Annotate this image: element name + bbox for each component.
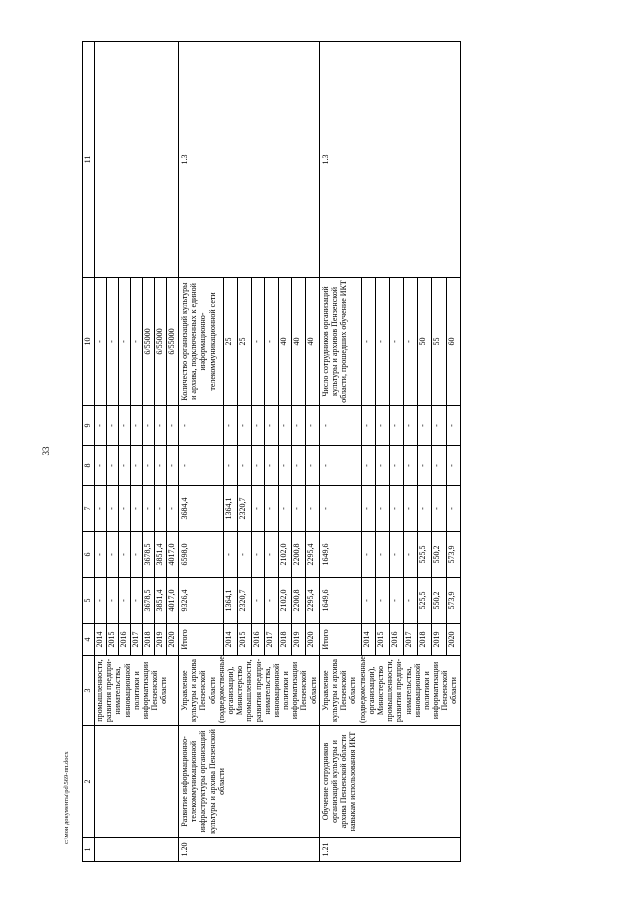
value-cell: - (107, 578, 119, 624)
value-cell: 50 (418, 278, 432, 406)
measure-name-cell: Развитие информационно-телекоммуникационной инфраструктуры организаций культуры и архива Пензенской области (179, 726, 320, 838)
value-cell: - (155, 406, 167, 446)
total-cell: - (319, 486, 361, 532)
value-cell: - (107, 406, 119, 446)
value-cell: - (119, 532, 131, 578)
value-cell: - (107, 532, 119, 578)
value-cell: - (131, 578, 143, 624)
value-cell: - (237, 532, 251, 578)
year-cell: 2015 (107, 624, 119, 656)
value-cell: - (418, 446, 432, 486)
value-cell: - (376, 532, 390, 578)
table-row (319, 42, 361, 862)
value-cell: 6/55000 (167, 278, 179, 406)
value-cell: - (95, 406, 107, 446)
rotated-table-frame (82, 42, 589, 862)
value-cell: - (167, 446, 179, 486)
value-cell: - (390, 406, 404, 446)
value-cell: - (251, 406, 265, 446)
total-cell: 1649,6 (319, 578, 361, 624)
value-cell: - (95, 446, 107, 486)
col-header: 11 (83, 42, 95, 278)
year-cell: 2019 (155, 624, 167, 656)
value-cell: 25 (224, 278, 238, 406)
table-row (95, 42, 107, 862)
value-cell: - (119, 406, 131, 446)
value-cell: - (95, 532, 107, 578)
value-cell: - (278, 486, 292, 532)
col-header: 7 (83, 486, 95, 532)
value-cell: - (224, 532, 238, 578)
value-cell: 40 (292, 278, 306, 406)
col-header: 1 (83, 838, 95, 862)
value-cell: - (237, 406, 251, 446)
value-cell: - (224, 446, 238, 486)
value-cell: 4017,0 (167, 578, 179, 624)
measure-name-cell (95, 726, 179, 838)
value-cell: 3678,5 (143, 532, 155, 578)
value-cell: - (362, 406, 376, 446)
year-cell: Итого (319, 624, 361, 656)
value-cell: - (446, 406, 460, 446)
value-cell: - (376, 486, 390, 532)
year-cell: 2016 (390, 624, 404, 656)
value-cell: - (265, 532, 279, 578)
value-cell: - (306, 486, 320, 532)
value-cell: - (292, 446, 306, 486)
year-cell: 2016 (251, 624, 265, 656)
value-cell: 2320,7 (237, 486, 251, 532)
year-cell: 2014 (95, 624, 107, 656)
value-cell: - (119, 486, 131, 532)
value-cell: - (376, 406, 390, 446)
indicator-cell: Число сотрудников организаций культуры и архивов Пензенской области, прошедших обучение ИКТ (319, 278, 361, 406)
value-cell: 25 (237, 278, 251, 406)
executor-cell: Управление культуры и архива Пензенской области (подведомственные организации), Министерство промышленности, развития предпри-нимательства, инновационной политики и информатизации Пензенской области (319, 656, 460, 726)
total-cell: - (319, 406, 361, 446)
col-header: 8 (83, 446, 95, 486)
executor-cell: промышленности, развития предпри-нимательства, инновационной политики и информатизации Пензенской области (95, 656, 179, 726)
value-cell: - (404, 578, 418, 624)
year-cell: 2017 (404, 624, 418, 656)
value-cell: - (404, 278, 418, 406)
row-number-cell: 1.21 (319, 838, 460, 862)
executor-cell: Управление культуры и архива Пензенской области (подведомственные организации), Министерство промышленности, развития предпри-нимательства, инновационной политики и информатизации Пензенской области (179, 656, 320, 726)
value-cell: 3851,4 (155, 578, 167, 624)
value-cell: - (251, 486, 265, 532)
value-cell: - (362, 278, 376, 406)
ref-cell (95, 42, 179, 278)
value-cell: - (119, 578, 131, 624)
value-cell: - (107, 278, 119, 406)
row-number-cell (95, 838, 179, 862)
value-cell: - (418, 486, 432, 532)
value-cell: 573,9 (446, 532, 460, 578)
value-cell: 2295,4 (306, 578, 320, 624)
value-cell: - (404, 532, 418, 578)
value-cell: - (143, 406, 155, 446)
value-cell: - (432, 486, 446, 532)
value-cell: - (251, 446, 265, 486)
value-cell: - (265, 486, 279, 532)
value-cell: - (251, 278, 265, 406)
value-cell: - (418, 406, 432, 446)
value-cell: - (155, 446, 167, 486)
value-cell: - (131, 532, 143, 578)
value-cell: - (265, 446, 279, 486)
value-cell: - (362, 446, 376, 486)
value-cell: - (278, 406, 292, 446)
year-cell: 2014 (362, 624, 376, 656)
column-number-row (83, 42, 95, 862)
ref-cell: 1.3 (179, 42, 320, 278)
value-cell: - (376, 278, 390, 406)
value-cell: - (278, 446, 292, 486)
value-cell: - (390, 278, 404, 406)
value-cell: - (143, 446, 155, 486)
value-cell: - (95, 486, 107, 532)
value-cell: - (155, 486, 167, 532)
value-cell: 60 (446, 278, 460, 406)
value-cell: - (131, 406, 143, 446)
value-cell: 40 (306, 278, 320, 406)
value-cell: 2320,7 (237, 578, 251, 624)
year-cell: 2016 (119, 624, 131, 656)
year-cell: Итого (179, 624, 224, 656)
value-cell: 525,5 (418, 532, 432, 578)
total-cell: - (179, 446, 224, 486)
value-cell: - (362, 486, 376, 532)
col-header: 5 (83, 578, 95, 624)
year-cell: 2017 (265, 624, 279, 656)
total-cell: 3684,4 (179, 486, 224, 532)
year-cell: 2018 (418, 624, 432, 656)
value-cell: - (95, 278, 107, 406)
value-cell: 4017,0 (167, 532, 179, 578)
col-header: 6 (83, 532, 95, 578)
year-cell: 2015 (376, 624, 390, 656)
col-header: 2 (83, 726, 95, 838)
value-cell: 6/55000 (155, 278, 167, 406)
value-cell: - (251, 532, 265, 578)
value-cell: - (167, 406, 179, 446)
value-cell: - (390, 578, 404, 624)
row-number-cell: 1.20 (179, 838, 320, 862)
value-cell: - (390, 532, 404, 578)
value-cell: - (404, 406, 418, 446)
year-cell: 2020 (306, 624, 320, 656)
value-cell: - (167, 486, 179, 532)
value-cell: - (131, 486, 143, 532)
year-cell: 2018 (143, 624, 155, 656)
total-cell: - (179, 406, 224, 446)
value-cell: 2200,8 (292, 532, 306, 578)
program-table (82, 41, 461, 862)
year-cell: 2019 (292, 624, 306, 656)
value-cell: - (390, 446, 404, 486)
value-cell: - (143, 486, 155, 532)
value-cell: - (265, 278, 279, 406)
indicator-cell: Количество организаций культуры и архива, подключенных к единой информационно-телекоммуникационной сети (179, 278, 224, 406)
year-cell: 2018 (278, 624, 292, 656)
value-cell: - (306, 446, 320, 486)
value-cell: 6/55000 (143, 278, 155, 406)
value-cell: - (376, 446, 390, 486)
value-cell: 1364,1 (224, 486, 238, 532)
value-cell: - (95, 578, 107, 624)
col-header: 10 (83, 278, 95, 406)
total-cell: - (319, 446, 361, 486)
value-cell: 1364,1 (224, 578, 238, 624)
value-cell: - (446, 446, 460, 486)
page-number: 33 (41, 446, 51, 456)
value-cell: - (404, 486, 418, 532)
footer-path: c:\мои документы\рd\569-пп.docx (63, 751, 70, 844)
value-cell: - (376, 578, 390, 624)
col-header: 3 (83, 656, 95, 726)
value-cell: 2102,0 (278, 532, 292, 578)
value-cell: - (107, 486, 119, 532)
value-cell: - (292, 406, 306, 446)
year-cell: 2015 (237, 624, 251, 656)
value-cell: 525,5 (418, 578, 432, 624)
value-cell: - (362, 532, 376, 578)
year-cell: 2019 (432, 624, 446, 656)
value-cell: 573,9 (446, 578, 460, 624)
value-cell: - (362, 578, 376, 624)
value-cell: - (306, 406, 320, 446)
value-cell: - (292, 486, 306, 532)
value-cell: 2102,0 (278, 578, 292, 624)
year-cell: 2020 (167, 624, 179, 656)
value-cell: - (432, 446, 446, 486)
value-cell: 3678,5 (143, 578, 155, 624)
year-cell: 2014 (224, 624, 238, 656)
year-cell: 2020 (446, 624, 460, 656)
value-cell: 2200,8 (292, 578, 306, 624)
value-cell: - (131, 446, 143, 486)
value-cell: - (107, 446, 119, 486)
value-cell: - (265, 578, 279, 624)
value-cell: - (446, 486, 460, 532)
value-cell: - (404, 446, 418, 486)
value-cell: - (432, 406, 446, 446)
measure-name-cell: Обучение сотрудников организаций культуры и архива Пензенской области навыкам использования ИКТ (319, 726, 460, 838)
value-cell: - (390, 486, 404, 532)
total-cell: 6598,0 (179, 532, 224, 578)
ref-cell: 1.3 (319, 42, 460, 278)
total-cell: 9326,4 (179, 578, 224, 624)
table-row (179, 42, 224, 862)
value-cell: - (237, 446, 251, 486)
value-cell: 550,2 (432, 578, 446, 624)
col-header: 9 (83, 406, 95, 446)
col-header: 4 (83, 624, 95, 656)
value-cell: - (251, 578, 265, 624)
value-cell: - (224, 406, 238, 446)
value-cell: - (131, 278, 143, 406)
value-cell: - (119, 278, 131, 406)
year-cell: 2017 (131, 624, 143, 656)
value-cell: - (119, 446, 131, 486)
value-cell: 40 (278, 278, 292, 406)
value-cell: 55 (432, 278, 446, 406)
value-cell: - (265, 406, 279, 446)
value-cell: 550,2 (432, 532, 446, 578)
value-cell: 3851,4 (155, 532, 167, 578)
value-cell: 2295,4 (306, 532, 320, 578)
total-cell: 1649,6 (319, 532, 361, 578)
